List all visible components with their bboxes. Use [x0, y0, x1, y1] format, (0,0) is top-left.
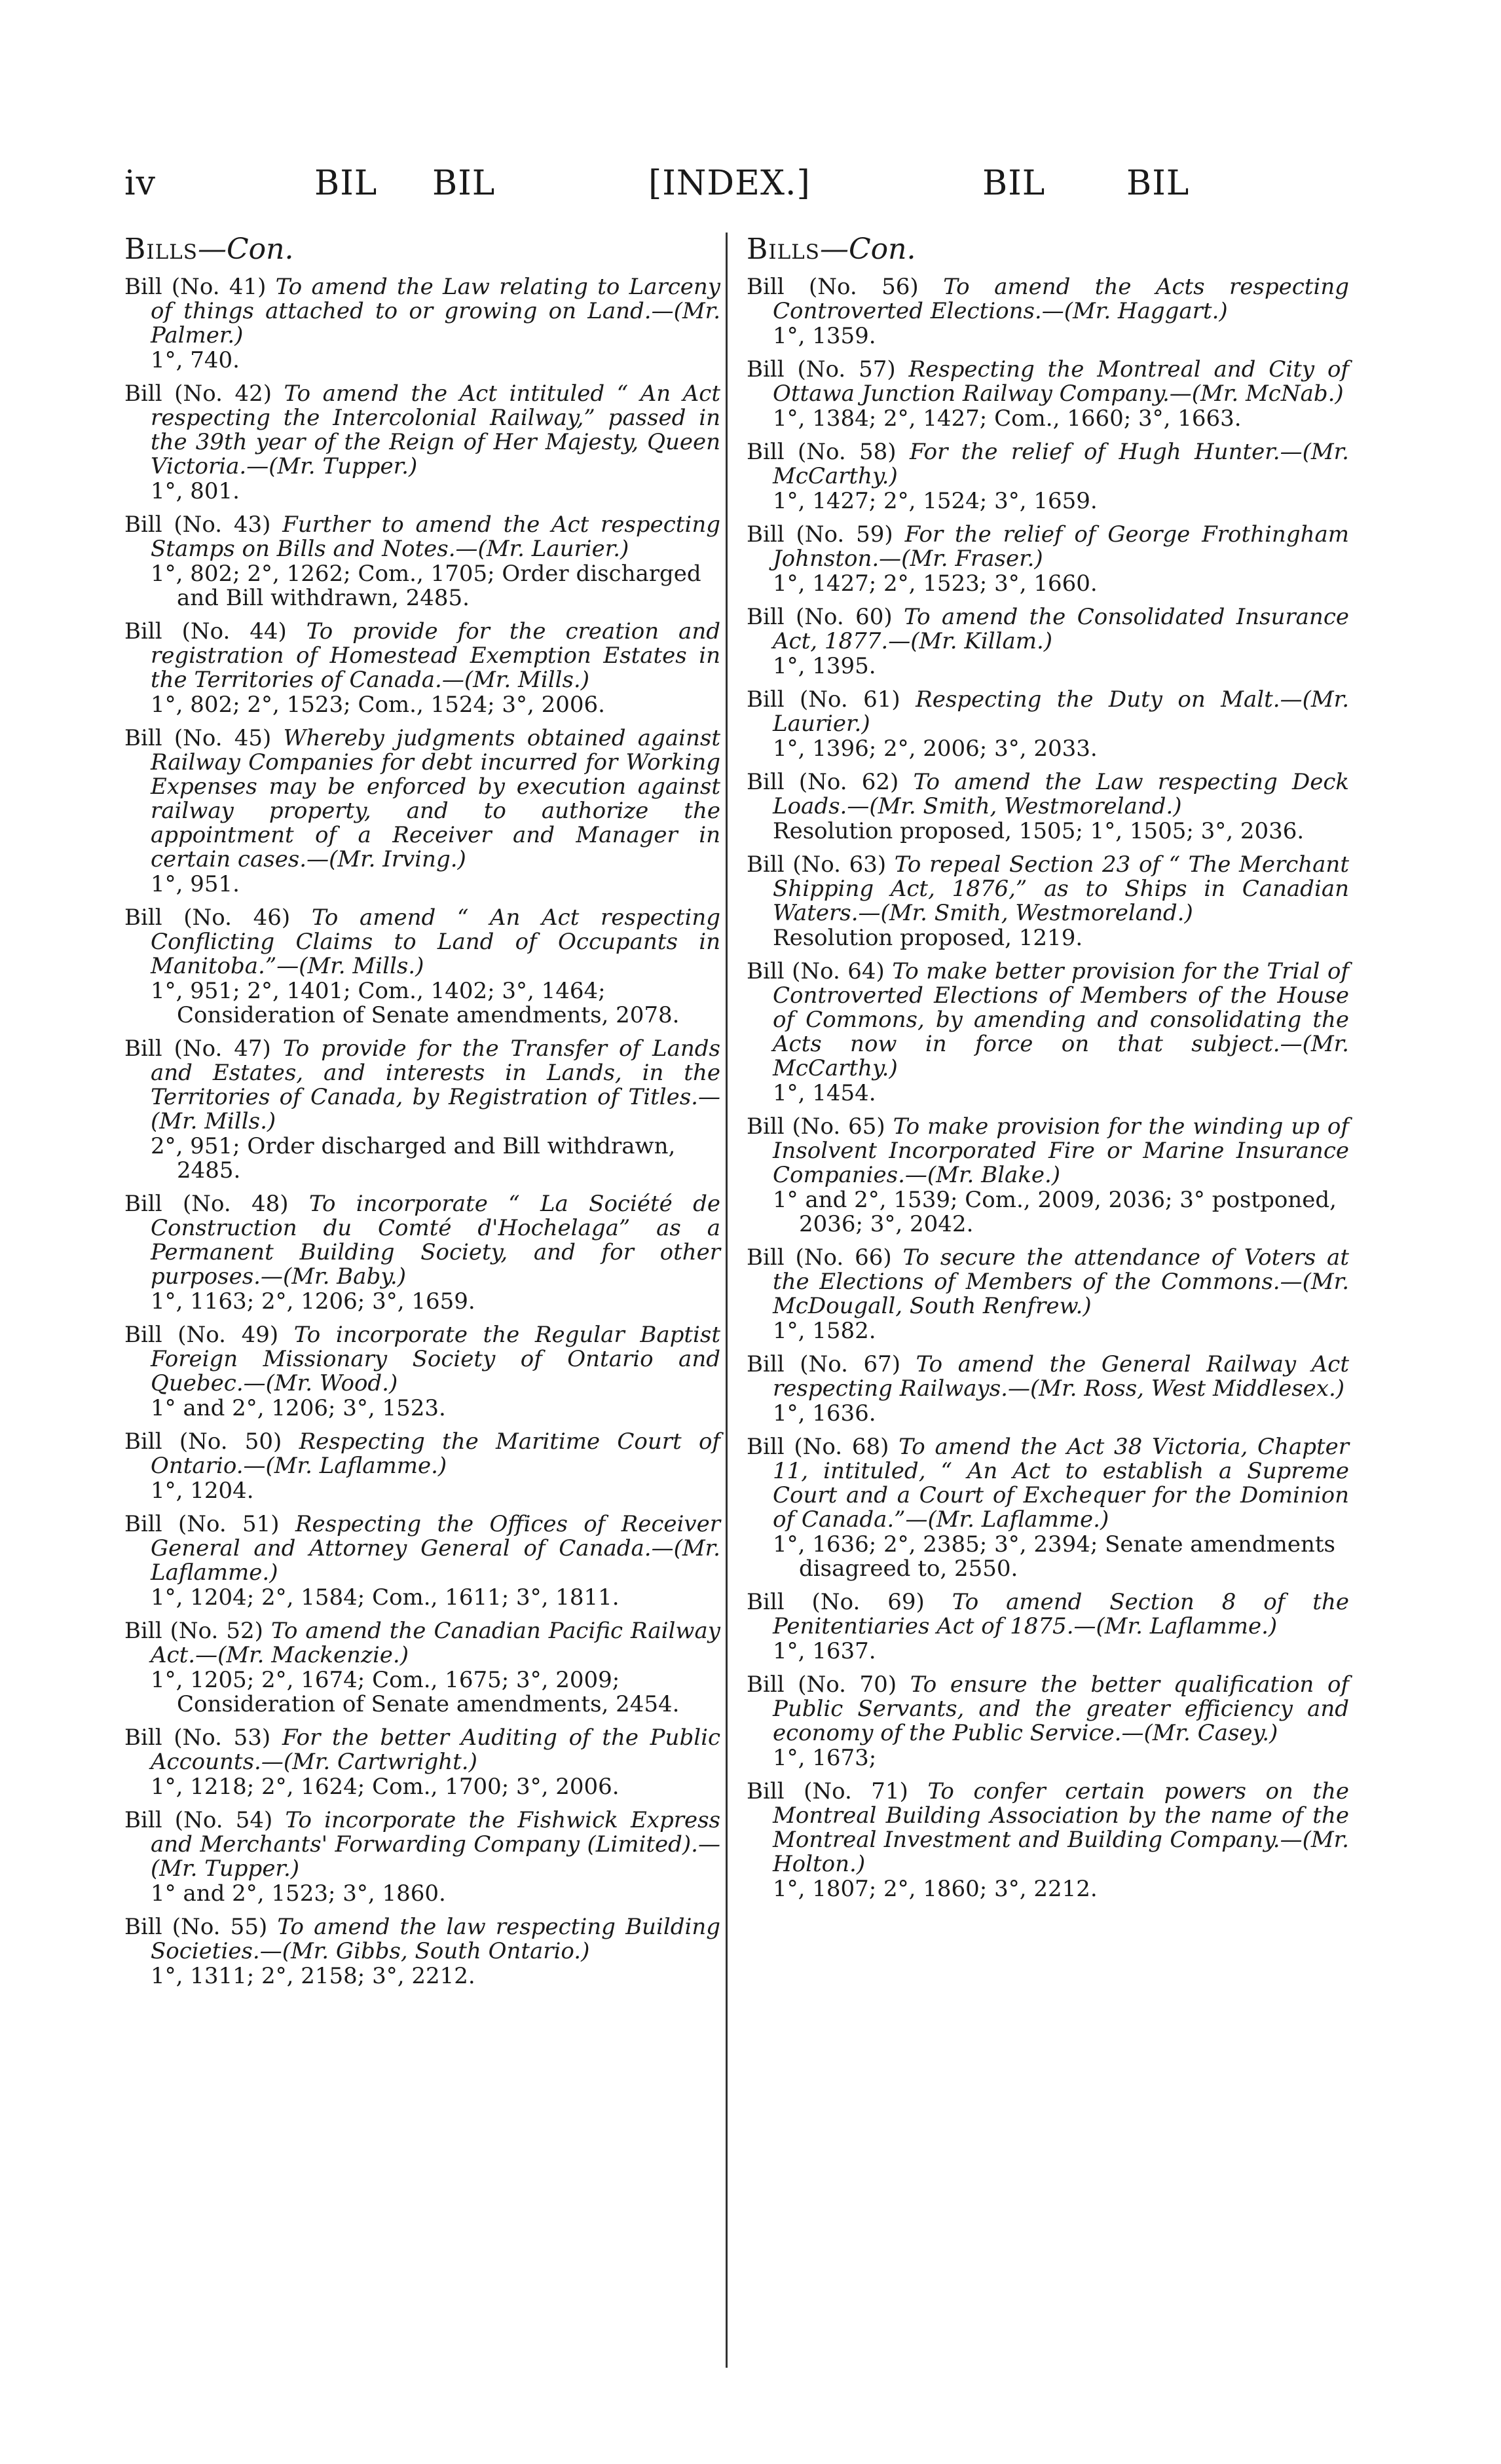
bill-entry	[124, 906, 720, 1028]
bill-number: Bill (No. 60)	[747, 604, 893, 630]
bill-title: Respecting the Montreal and City of Ottawa Junction Railway Company.—(Mr. McNab.)	[773, 356, 1350, 407]
bill-title: To make provision for the winding up of Insolvent Incorporated Fire or Marine Insurance Companies.—(Mr. Blake.)	[773, 1113, 1349, 1188]
bill-readings: 1°, 740.	[151, 347, 240, 373]
bill-number: Bill (No. 47)	[124, 1036, 271, 1062]
bill-description	[747, 1246, 1349, 1318]
bill-entry	[747, 1673, 1349, 1770]
bill-number: Bill (No. 64)	[747, 958, 885, 984]
bill-title: To secure the attendance of Voters at the Elections of Members of the Commons.—(Mr. McDougall, South Renfrew.)	[773, 1244, 1349, 1319]
bill-description	[747, 853, 1349, 925]
bill-entry	[747, 275, 1349, 348]
bill-readings: 1°, 1427; 2°, 1524; 3°, 1659.	[773, 488, 1098, 514]
bill-entry	[124, 726, 720, 897]
bill-number: Bill (No. 54)	[124, 1807, 273, 1833]
bill-entry	[124, 1512, 720, 1610]
heading-con: —Con.	[820, 233, 916, 266]
bill-title: To amend the Law relating to Larceny of things attached to or growing on Land.—(Mr. Palmer.)	[151, 274, 720, 348]
bill-description	[124, 1808, 720, 1881]
running-head-left-2: BIL	[432, 164, 496, 203]
bill-entry	[124, 1808, 720, 1906]
bill-title: For the relief of George Frothingham Johnston.—(Mr. Fraser.)	[773, 521, 1349, 572]
bill-description	[124, 1726, 720, 1774]
bill-entry	[124, 275, 720, 373]
bill-entry	[747, 523, 1349, 596]
bill-number: Bill (No. 65)	[747, 1113, 885, 1140]
bill-title: Respecting the Offices of Receiver General and Attorney General of Canada.—(Mr. Laflamme.)	[151, 1511, 720, 1586]
bill-description	[124, 726, 720, 872]
bill-title: To amend the General Railway Act respecting Railways.—(Mr. Ross, West Middlesex.)	[773, 1351, 1349, 1402]
bill-number: Bill (No. 42)	[124, 381, 272, 407]
bill-title: To amend the Law respecting Deck Loads.—(Mr. Smith, Westmoreland.)	[773, 769, 1349, 819]
bill-entry	[747, 688, 1349, 761]
bill-number: Bill (No. 61)	[747, 686, 900, 713]
bill-title: To repeal Section 23 of “ The Merchant Shipping Act, 1876,” as to Ships in Canadian Waters.—(Mr. Smith, Westmoreland.)	[773, 851, 1349, 926]
bill-entry	[747, 440, 1349, 513]
bill-description	[747, 1673, 1349, 1745]
bill-entry	[124, 1915, 720, 1988]
bill-entry	[747, 605, 1349, 679]
bill-entry	[747, 1435, 1349, 1581]
bill-title: Respecting the Maritime Court of Ontario.—(Mr. Laflamme.)	[151, 1428, 720, 1479]
bill-title: To amend the Act 38 Victoria, Chapter 11, intituled, “ An Act to establish a Supreme Court and a Court of Exchequer for the Dominion of Canada.”—(Mr. Laflamme.)	[773, 1434, 1350, 1533]
running-head-left-1: BIL	[314, 164, 378, 203]
bill-description	[747, 275, 1349, 324]
bill-title: To amend the Acts respecting Controverted Elections.—(Mr. Haggart.)	[773, 274, 1350, 324]
bill-description	[747, 960, 1349, 1081]
bill-title: For the better Auditing of the Public Accounts.—(Mr. Cartwright.)	[151, 1725, 721, 1775]
bill-readings: 1°, 951.	[151, 871, 240, 897]
bill-readings: 1°, 1454.	[773, 1080, 876, 1106]
bill-entry	[747, 1115, 1349, 1237]
bill-title: To incorporate the Fishwick Express and Merchants' Forwarding Company (Limited).—(Mr. Tupper.)	[151, 1807, 720, 1882]
bill-title: Whereby judgments obtained against Railway Companies for debt incurred for Working Expenses may be enforced by execution against railway property, and to authorize the appointment of a Receiver and Manager in certain cases.—(Mr. Irving.)	[151, 725, 720, 872]
heading-caps: Bills	[124, 233, 198, 266]
bill-number: Bill (No. 52)	[124, 1618, 263, 1644]
bill-number: Bill (No. 56)	[747, 274, 919, 300]
bill-readings: 2°, 951; Order discharged and Bill withdrawn, 2485.	[151, 1133, 676, 1184]
bill-entry	[747, 960, 1349, 1106]
bill-entry	[124, 1430, 720, 1503]
bill-description	[747, 605, 1349, 654]
bill-readings: 1°, 1636; 2°, 2385; 3°, 2394; Senate amendments disagreed to, 2550.	[773, 1531, 1335, 1582]
bill-description	[747, 1590, 1349, 1639]
bill-entry	[124, 1037, 720, 1183]
bill-number: Bill (No. 59)	[747, 521, 893, 548]
bill-number: Bill (No. 71)	[747, 1778, 908, 1804]
bill-entry	[124, 513, 720, 610]
page-number: iv	[124, 164, 157, 203]
bill-number: Bill (No. 53)	[124, 1725, 271, 1751]
entry-list	[124, 275, 720, 1988]
bill-description	[747, 688, 1349, 736]
bill-number: Bill (No. 46)	[124, 905, 291, 931]
bill-entry	[747, 770, 1349, 844]
right-column	[747, 233, 1349, 1911]
bill-description	[124, 1192, 720, 1289]
bill-number: Bill (No. 58)	[747, 439, 897, 465]
bill-number: Bill (No. 43)	[124, 512, 271, 538]
bill-entry	[124, 1192, 720, 1314]
heading-con: —Con.	[198, 233, 294, 266]
bill-number: Bill (No. 51)	[124, 1511, 280, 1537]
bill-entry	[124, 1619, 720, 1717]
bill-entry	[747, 1246, 1349, 1343]
bill-readings: 1° and 2°, 1206; 3°, 1523.	[151, 1395, 446, 1421]
bill-description	[747, 358, 1349, 406]
bill-readings: 1°, 1218; 2°, 1624; Com., 1700; 3°, 2006.	[151, 1774, 620, 1800]
bill-number: Bill (No. 66)	[747, 1244, 892, 1271]
bill-readings: 1°, 1204.	[151, 1478, 254, 1504]
bill-entry	[124, 1323, 720, 1421]
running-head-right-2: BIL	[1126, 164, 1190, 203]
bill-readings: 1°, 1163; 2°, 1206; 3°, 1659.	[151, 1288, 475, 1315]
bill-description	[124, 1619, 720, 1668]
bill-entry	[747, 1590, 1349, 1664]
bill-readings: 1°, 802; 2°, 1262; Com., 1705; Order discharged and Bill withdrawn, 2485.	[151, 561, 701, 611]
bill-description	[124, 275, 720, 348]
bill-number: Bill (No. 44)	[124, 618, 287, 644]
bill-title: To ensure the better qualification of Public Servants, and the greater efficiency and economy of the Public Service.—(Mr. Casey.)	[773, 1671, 1350, 1746]
bill-title: To amend the Consolidated Insurance Act, 1877.—(Mr. Killam.)	[773, 604, 1349, 654]
bill-number: Bill (No. 48)	[124, 1191, 289, 1217]
bill-description	[124, 1037, 720, 1134]
bill-readings: 1°, 1636.	[773, 1400, 876, 1427]
bill-description	[124, 1512, 720, 1585]
bill-title: To provide for the creation and registration of Homestead Exemption Estates in the Territories of Canada.—(Mr. Mills.)	[151, 618, 720, 693]
bill-description	[124, 1323, 720, 1396]
bill-number: Bill (No. 41)	[124, 274, 267, 300]
bill-readings: Resolution proposed, 1219.	[773, 925, 1083, 951]
bill-description	[124, 620, 720, 692]
bill-description	[747, 1435, 1349, 1532]
bill-title: Further to amend the Act respecting Stamps on Bills and Notes.—(Mr. Laurier.)	[151, 512, 721, 562]
bill-readings: 1°, 1637.	[773, 1638, 876, 1664]
column-heading	[747, 233, 1349, 266]
bill-description	[747, 523, 1349, 571]
bill-readings: 1°, 1395.	[773, 653, 876, 679]
column-divider	[726, 233, 728, 2368]
bill-readings: 1°, 1311; 2°, 2158; 3°, 2212.	[151, 1963, 475, 1989]
bill-description	[747, 1115, 1349, 1187]
running-head-center: [INDEX.]	[648, 164, 811, 203]
bill-number: Bill (No. 49)	[124, 1322, 279, 1348]
bill-readings: 1°, 1359.	[773, 323, 876, 349]
bill-readings: 1°, 1396; 2°, 2006; 3°, 2033.	[773, 736, 1098, 762]
bill-description	[124, 1430, 720, 1478]
bill-readings: 1°, 1427; 2°, 1523; 3°, 1660.	[773, 570, 1098, 597]
bill-entry	[124, 620, 720, 717]
bill-title: To provide for the Transfer of Lands and Estates, and interests in Lands, in the Territories of Canada, by Registration of Titles.—(Mr. Mills.)	[151, 1036, 720, 1134]
bill-readings: 1°, 1204; 2°, 1584; Com., 1611; 3°, 1811.	[151, 1584, 620, 1611]
bill-readings: 1°, 1582.	[773, 1318, 876, 1344]
bill-entry	[124, 1726, 720, 1799]
bill-title: To incorporate “ La Société de Construction du Comté d'Hochelaga” as a Permanent Building Society, and for other purposes.—(Mr. Baby.)	[151, 1191, 720, 1290]
running-head-right-1: BIL	[982, 164, 1046, 203]
bill-number: Bill (No. 50)	[124, 1428, 282, 1455]
bill-entry	[747, 1353, 1349, 1426]
bill-number: Bill (No. 55)	[124, 1914, 268, 1940]
bill-entry	[124, 382, 720, 504]
bill-number: Bill (No. 69)	[747, 1589, 925, 1615]
bill-description	[124, 382, 720, 479]
bill-description	[747, 770, 1349, 819]
bill-number: Bill (No. 45)	[124, 725, 272, 751]
bill-description	[124, 513, 720, 561]
bill-entry	[747, 358, 1349, 431]
bill-description	[124, 1915, 720, 1964]
bill-title: To confer certain powers on the Montreal Building Association by the name of the Montreal Investment and Building Company.—(Mr. Holton.)	[773, 1778, 1349, 1877]
bill-readings: Resolution proposed, 1505; 1°, 1505; 3°, 2036.	[773, 818, 1305, 844]
bill-readings: 1°, 802; 2°, 1523; Com., 1524; 3°, 2006.	[151, 692, 605, 718]
bill-readings: 1°, 1807; 2°, 1860; 3°, 2212.	[773, 1876, 1098, 1902]
heading-caps: Bills	[747, 233, 820, 266]
bill-title: To make better provision for the Trial of Controverted Elections of Members of the House of Commons, by amending and consolidating the Acts now in force on that subject.—(Mr. McCarthy.)	[773, 958, 1350, 1081]
bill-title: To amend the law respecting Building Societies.—(Mr. Gibbs, South Ontario.)	[151, 1914, 720, 1964]
bill-number: Bill (No. 57)	[747, 356, 896, 383]
bill-readings: 1°, 951; 2°, 1401; Com., 1402; 3°, 1464; Consideration of Senate amendments, 2078.	[151, 978, 680, 1028]
bill-number: Bill (No. 62)	[747, 769, 899, 795]
bill-title: For the relief of Hugh Hunter.—(Mr. McCarthy.)	[773, 439, 1349, 489]
bill-title: To amend the Act intituled “ An Act respecting the Intercolonial Railway,” passed in the 39th year of the Reign of Her Majesty, Queen Victoria.—(Mr. Tupper.)	[151, 381, 720, 479]
bill-description	[747, 1780, 1349, 1876]
entry-list	[747, 275, 1349, 1901]
bill-title: To amend Section 8 of the Penitentiaries Act of 1875.—(Mr. Laflamme.)	[773, 1589, 1349, 1639]
left-column	[124, 233, 720, 1998]
bill-readings: 1°, 1205; 2°, 1674; Com., 1675; 3°, 2009; Consideration of Senate amendments, 2454.	[151, 1667, 680, 1717]
bill-number: Bill (No. 67)	[747, 1351, 901, 1377]
bill-readings: 1°, 801.	[151, 478, 240, 504]
bill-readings: 1°, 1673;	[773, 1745, 877, 1771]
bill-readings: 1° and 2°, 1523; 3°, 1860.	[151, 1880, 446, 1907]
bill-title: Respecting the Duty on Malt.—(Mr. Laurier.)	[773, 686, 1350, 737]
bill-readings: 1°, 1384; 2°, 1427; Com., 1660; 3°, 1663.	[773, 405, 1242, 432]
bill-description	[747, 1353, 1349, 1401]
column-heading	[124, 233, 720, 266]
bill-title: To incorporate the Regular Baptist Foreign Missionary Society of Ontario and Quebec.—(Mr. Wood.)	[151, 1322, 721, 1396]
bill-entry	[747, 853, 1349, 950]
bill-number: Bill (No. 63)	[747, 851, 887, 878]
bill-number: Bill (No. 70)	[747, 1671, 897, 1698]
bill-description	[747, 440, 1349, 489]
bill-number: Bill (No. 68)	[747, 1434, 889, 1460]
page-header	[124, 157, 1212, 216]
bill-readings: 1° and 2°, 1539; Com., 2009, 2036; 3° postponed, 2036; 3°, 2042.	[773, 1187, 1337, 1237]
bill-title: To amend “ An Act respecting Conflicting Claims to Land of Occupants in Manitoba.”—(Mr. Mills.)	[151, 905, 720, 979]
bill-description	[124, 906, 720, 979]
bill-title: To amend the Canadian Pacific Railway Act.—(Mr. Mackenzie.)	[151, 1618, 720, 1668]
bill-entry	[747, 1780, 1349, 1901]
